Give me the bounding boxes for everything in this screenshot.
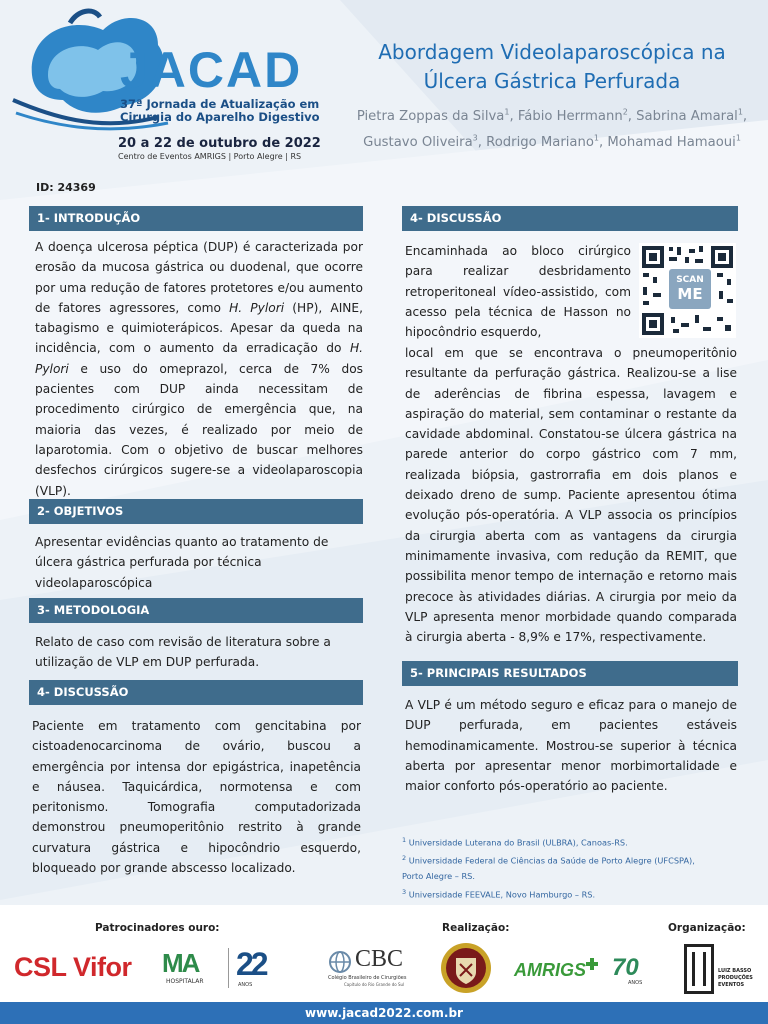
amrigs-logo: AMRIGS 70 ANOS: [514, 954, 643, 986]
discussao-left-text: Paciente em tratamento com gencitabina por cistoadenocarcinoma de ovário, buscou a emergência por intensa dor epigástrica, inapetência e náusea. Taquicárdica, normotensa e com peritonismo. Tomografia computadorizada demonstrou pneumoperitônio restrito à grande curvatura gástrica e hipocôndrio esquerdo, bloqueado por grande abscesso localizado.: [32, 719, 361, 876]
resultados-heading: 5- PRINCIPAIS RESULTADOS: [402, 661, 738, 686]
discussao-right-heading: 4- DISCUSSÃO: [402, 206, 738, 231]
paper-title: [352, 38, 752, 96]
crest-logo-icon: [440, 942, 492, 994]
logo-subtitle-2: Cirurgia do Aparelho Digestivo: [120, 110, 320, 124]
qr-code[interactable]: [639, 243, 736, 338]
author: Fábio Herrmann$^2$,: [517, 108, 637, 125]
title-line-1: Abordagem Videolaparoscópica na: [378, 40, 726, 64]
organizacao-label: Organização:: [668, 922, 746, 934]
author: Sabrina Amaral$^1$,: [636, 108, 748, 125]
realizacao-label: Realização:: [442, 922, 510, 934]
cbc-logo: CBC Colégio Brasileiro de Cirurgiões Capítulo do Rio Grande do Sul: [328, 946, 407, 987]
author: Pietra Zoppas da Silva$^1$,: [356, 108, 518, 125]
luiz-basso-logo: LUIZ BASSO PRODUÇÕES EVENTOS: [684, 944, 754, 1000]
website-link[interactable]: www.jacad2022.com.br: [305, 1006, 463, 1020]
author: Gustavo Oliveira$^3$,: [363, 133, 487, 150]
event-venue: Centro de Eventos AMRIGS | Porto Alegre | RS: [118, 152, 302, 161]
footnote: $^1$ Universidade Luterana do Brasil (ULBRA), Canoas-RS.: [402, 836, 628, 848]
metodologia-text: Relato de caso com revisão de literatura sobre a utilização de VLP em DUP perfurada.: [35, 635, 331, 670]
objetivos-heading: 2- OBJETIVOS: [29, 499, 363, 524]
discussao-right-text-bottom: local em que se encontrava o pneumoperitônio resultante da perfuração gástrica. Realizou-se a lise de aderências de fibrina espessa, lavagem e aspiração do material, sem contaminar o restante da cavidade abdominal. Constatou-se úlcera gástrica na parede anterior do corpo gástrico com 7 mm, realizada biópsia, gastrorrafia em dois planos e deixado dreno de sump. Paciente apresentou ótima evolução pós-operatória. A VLP associa os princípios da cirurgia aberta com as vantagens da cirurgia minimamente invasiva, com redução da REMIT, que possibilita menor tempo de internação e retorno mais precoce às atividades diárias. A cirurgia por meio da VLP apresenta menor morbidade quando comparada à cirurgia aberta - 8,9% e 17%, respectivamente.: [405, 346, 737, 645]
metodologia-heading: 3- METODOLOGIA: [29, 598, 363, 623]
logo-subtitle-1: 37ª Jornada de Atualização em: [120, 97, 320, 111]
ma-hospitalar-logo: MA HOSPITALAR 22 ANOS: [162, 946, 266, 988]
affiliation-footnotes: [402, 833, 752, 903]
discussao-right-text-top: Encaminhada ao bloco cirúrgico para realizar desbridamento retroperitoneal vídeo-assistido, com acesso pela técnica de Hasson no hipocôndrio esquerdo,: [405, 244, 631, 340]
qr-scan-label: SCAN: [676, 275, 704, 285]
discussao-left-heading: 4- DISCUSSÃO: [29, 680, 363, 705]
event-date: 20 a 22 de outubro de 2022: [118, 136, 321, 151]
title-line-2: Úlcera Gástrica Perfurada: [423, 69, 681, 93]
cross-icon: [586, 958, 598, 970]
objetivos-text: Apresentar evidências quanto ao tratamento de úlcera gástrica perfurada por técnica videolaparoscópica: [35, 535, 329, 590]
footnote: $^2$ Universidade Federal de Ciências da Saúde de Porto Alegre (UFCSPA), Porto Alegre – RS.: [402, 854, 695, 882]
event-info: [118, 136, 324, 161]
qr-me-label: ME: [677, 285, 703, 303]
author-list: [352, 102, 752, 153]
footnote: $^3$ Universidade FEEVALE, Novo Hamburgo – RS.: [402, 887, 596, 900]
intro-heading: 1- INTRODUÇÃO: [29, 206, 363, 231]
globe-icon: [328, 950, 352, 974]
author: Mohamad Hamaoui$^1$: [607, 133, 741, 150]
resultados-text: A VLP é um método seguro e eficaz para o manejo de DUP perfurada, em pacientes estáveis hemodinamicamente. Mostrou-se superior à técnica aberta por apresentar menor morbimortalidade e maior conforto pós-operatório ao paciente.: [405, 698, 737, 794]
gold-sponsors-label: Patrocinadores ouro:: [95, 922, 220, 934]
paper-id: ID: 24369: [36, 181, 96, 194]
logo-text: JACAD: [120, 42, 303, 98]
intro-text: A doença ulcerosa péptica (DUP) é caracterizada por erosão da mucosa gástrica ou duodenal, que ocorre por uma redução de fatores protetores e/ou aumento de fatores agressores, como H. Pylori (HP), AINE, tabagismo e quimioterápicos. Apesar da queda na incidência, com o aumento da erradicação do H. Pylori e uso do omeprazol, cerca de 7% dos pacientes com DUP ainda necessitam de procedimento cirúrgico de emergência que, na maioria das vezes, é realizado por meio de laparotomia. Com o objetivo de buscar melhores desfechos cirúrgicos sugere-se a videolaparoscopia (VLP).: [35, 240, 364, 498]
csl-vifor-logo: CSL Vifor: [14, 952, 132, 982]
author: Rodrigo Mariano$^1$,: [486, 133, 608, 150]
footer-url-bar[interactable]: [0, 1002, 768, 1024]
